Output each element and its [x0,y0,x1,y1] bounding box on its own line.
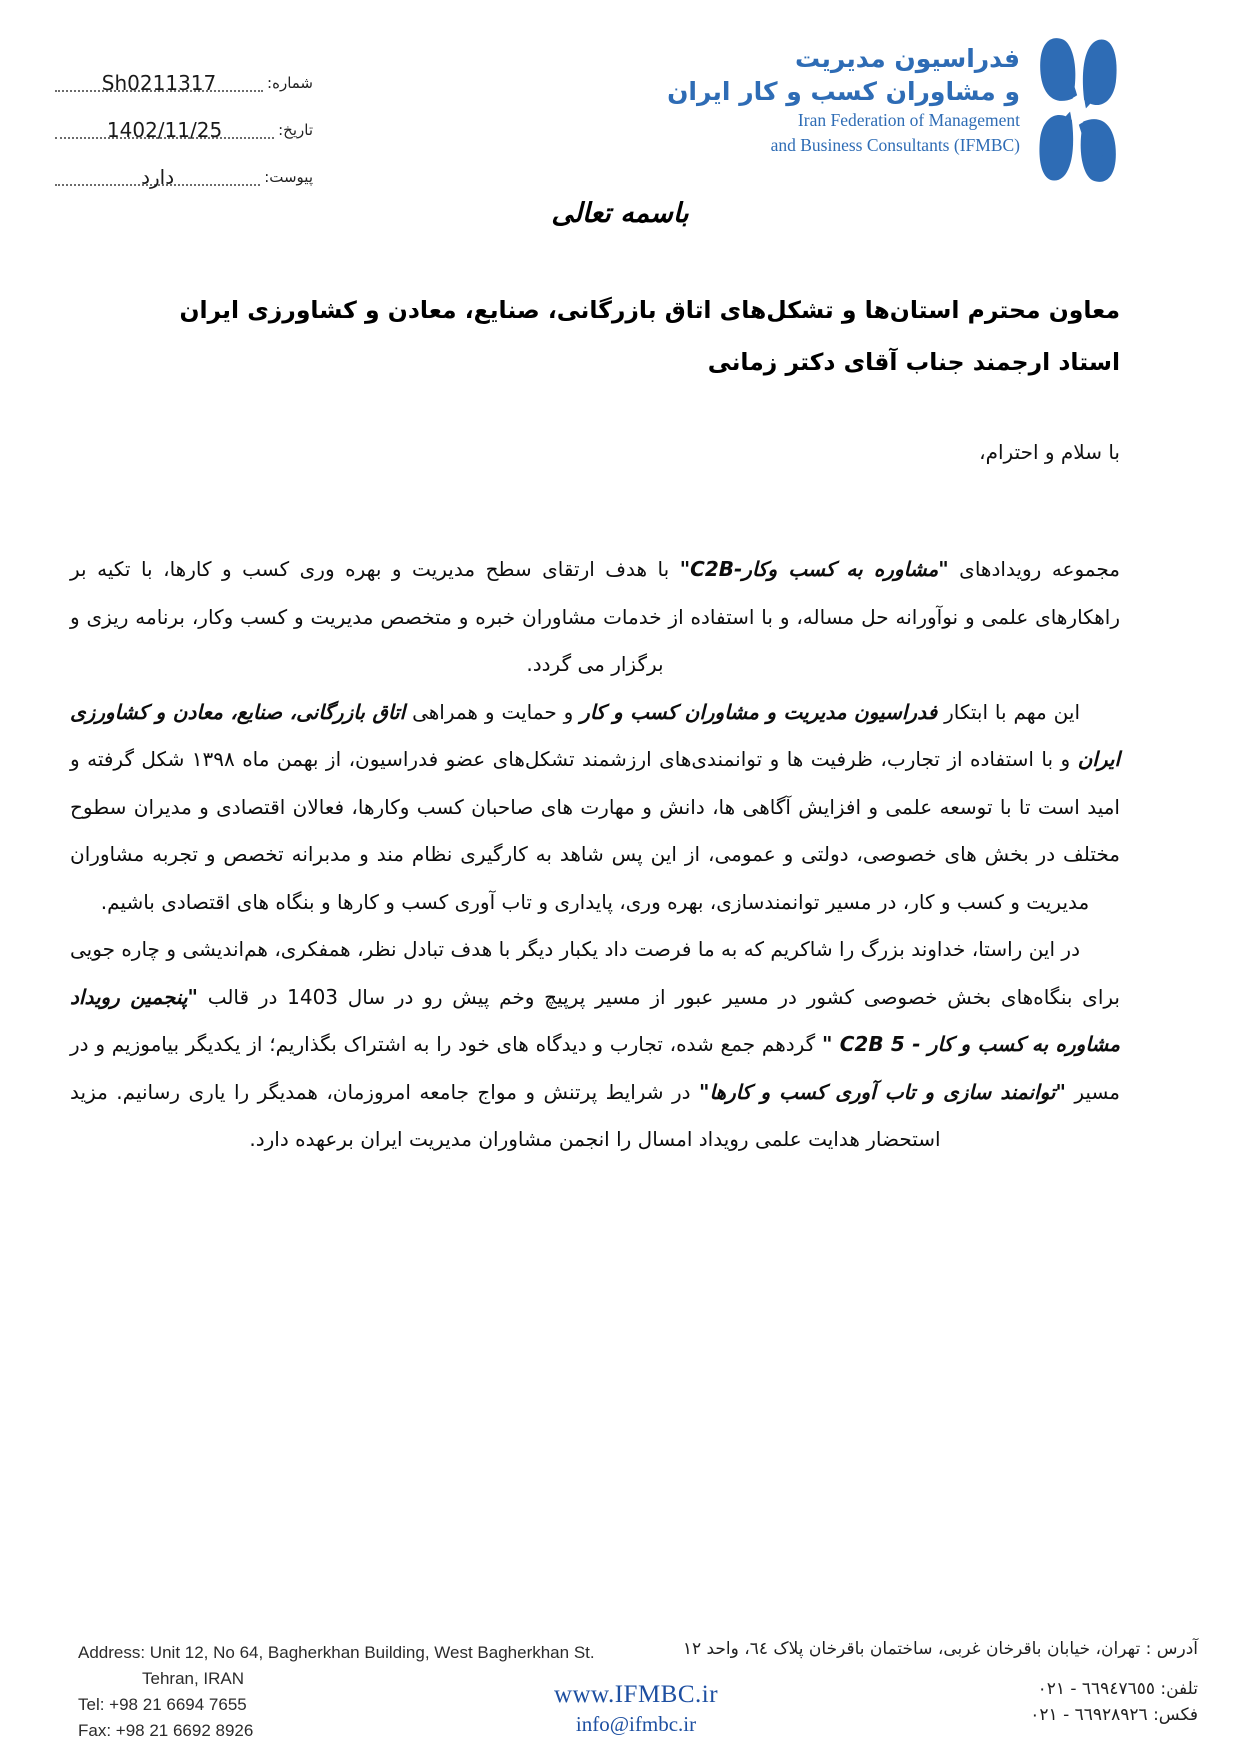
letter-number-line [55,60,263,95]
footer-fa-fax: فکس: ٦٦٩٢٨٩٢٦ - ٠٢١ [1030,1705,1198,1725]
footer-fa-address: آدرس : تهران، خیابان باقرخان غربی، ساختمان باقرخان پلاک ٦٤، واحد ١٢ [682,1639,1198,1659]
org-name-fa-line1: فدراسیون مدیریت [795,44,1020,73]
body-paragraph-3: در این راستا، خداوند بزرگ را شاکریم که به ما فرصت داد یکبار دیگر با هدف تبادل نظر، همفکری، هم‌اندیشی و چاره جویی برای بنگاه‌های بخش خصوصی کشور در مسیر عبور از مسیر پرپیچ وخم پیش رو در سال 1403 در قالب "پنجمین رویداد مشاوره به کسب و کار - C2B 5 " گردهم جمع شده، تجارب و دیدگاه های خود را به اشتراک بگذاریم؛ از یکدیگر بیاموزیم و در مسیر "توانمند سازی و تاب آوری کسب و کارها" در شرایط پرتنش و مواج جامعه امروزمان، همدیگر را یاری رسانیم. مزید استحضار هدایت علمی رویداد امسال را انجمن مشاوران مدیریت ایران برعهده دارد. [70,937,1120,1151]
body-paragraph-2: این مهم با ابتکار فدراسیون مدیریت و مشاوران کسب و کار و حمایت و همراهی اتاق بازرگانی، صنایع، معادن و کشاورزی ایران و با استفاده از تجارب، ظرفیت ها و توانمندی‌های ارزشمند تشکل‌های عضو فدراسیون، از بهمن ماه ۱۳۹۸ شکل گرفته و امید است تا با توسعه علمی و افزایش آگاهی ها، دانش و مهارت های صاحبان کسب وکارها، فعالان اقتصادی و مدیران سطوح مختلف در بخش های خصوصی، دولتی و عمومی، از این پس شاهد به کارگیری نظام مند و مدبرانه تخصص و تجربه مشاوران مدیریت و کسب و کار، در مسیر توانمندسازی، بهره وری، پایداری و تاب آوری کسب و کارها و بنگاه های اقتصادی باشیم. [70,699,1120,914]
letter-body [70,546,1120,1164]
org-name-fa-line2: و مشاوران کسب و کار ایران [667,77,1020,106]
footer-en-tel: Tel: +98 21 6694 7655 [78,1695,247,1714]
footer-fa-tel: تلفن: ٦٦٩٤٧٦٥٥ - ٠٢١ [1037,1679,1198,1699]
footer-en-address-line1: Address: Unit 12, No 64, Bagherkhan Building, West Bagherkhan St. [78,1643,595,1662]
body-paragraph-1: مجموعه رویدادهای "مشاوره به کسب وکار-C2B" با هدف ارتقای سطح مدیریت و بهره وری کسب و کارها، با تکیه بر راهکارهای علمی و نوآورانه حل مساله، و با استفاده از خدمات مشاوران خبره و متخصص مدیریت و کسب وکار، برنامه ریزی و برگزار می گردد. [70,557,1120,676]
letter-date-label: تاریخ: [278,121,313,139]
salutation: با سلام و احترام، [979,440,1120,464]
letter-number-label: شماره: [267,74,313,92]
ifmbc-logo-icon [1020,28,1122,196]
letter-date-line [55,107,274,142]
letter-attachment-line [55,154,260,189]
website-link[interactable]: www.IFMBC.ir [553,1681,719,1708]
letter-attachment-row [55,156,313,189]
footer-address-fa [683,1636,1198,1728]
footer-en-address-line2: Tehran, IRAN [142,1669,245,1688]
footer-en-fax: Fax: +98 21 6692 8926 [78,1721,254,1740]
letter-meta [55,62,313,203]
org-name-en-line1: Iran Federation of Management [797,110,1020,130]
org-name-en-line2: and Business Consultants (IFMBC) [770,135,1020,155]
letter-attachment-value: دارد [141,165,175,189]
email-link[interactable]: info@ifmbc.ir [575,1712,697,1736]
letter-number-row [55,62,313,95]
letter-date-value: 1402/11/25 [106,118,223,142]
bismillah: باسمه تعالی [551,198,689,229]
org-name-block [667,28,1020,158]
letter-date-row [55,109,313,142]
recipient-heading [110,284,1120,388]
letter-attachment-label: پیوست: [264,168,313,186]
recipient-name: استاد ارجمند جناب آقای دکتر زمانی [707,348,1120,376]
recipient-heading-line1: معاون محترم استان‌ها و تشکل‌های اتاق بازرگانی، صنایع، معادن و کشاورزی ایران [179,296,1120,324]
letter-number-value: Sh0211317 [101,71,217,95]
org-header [667,28,1122,196]
